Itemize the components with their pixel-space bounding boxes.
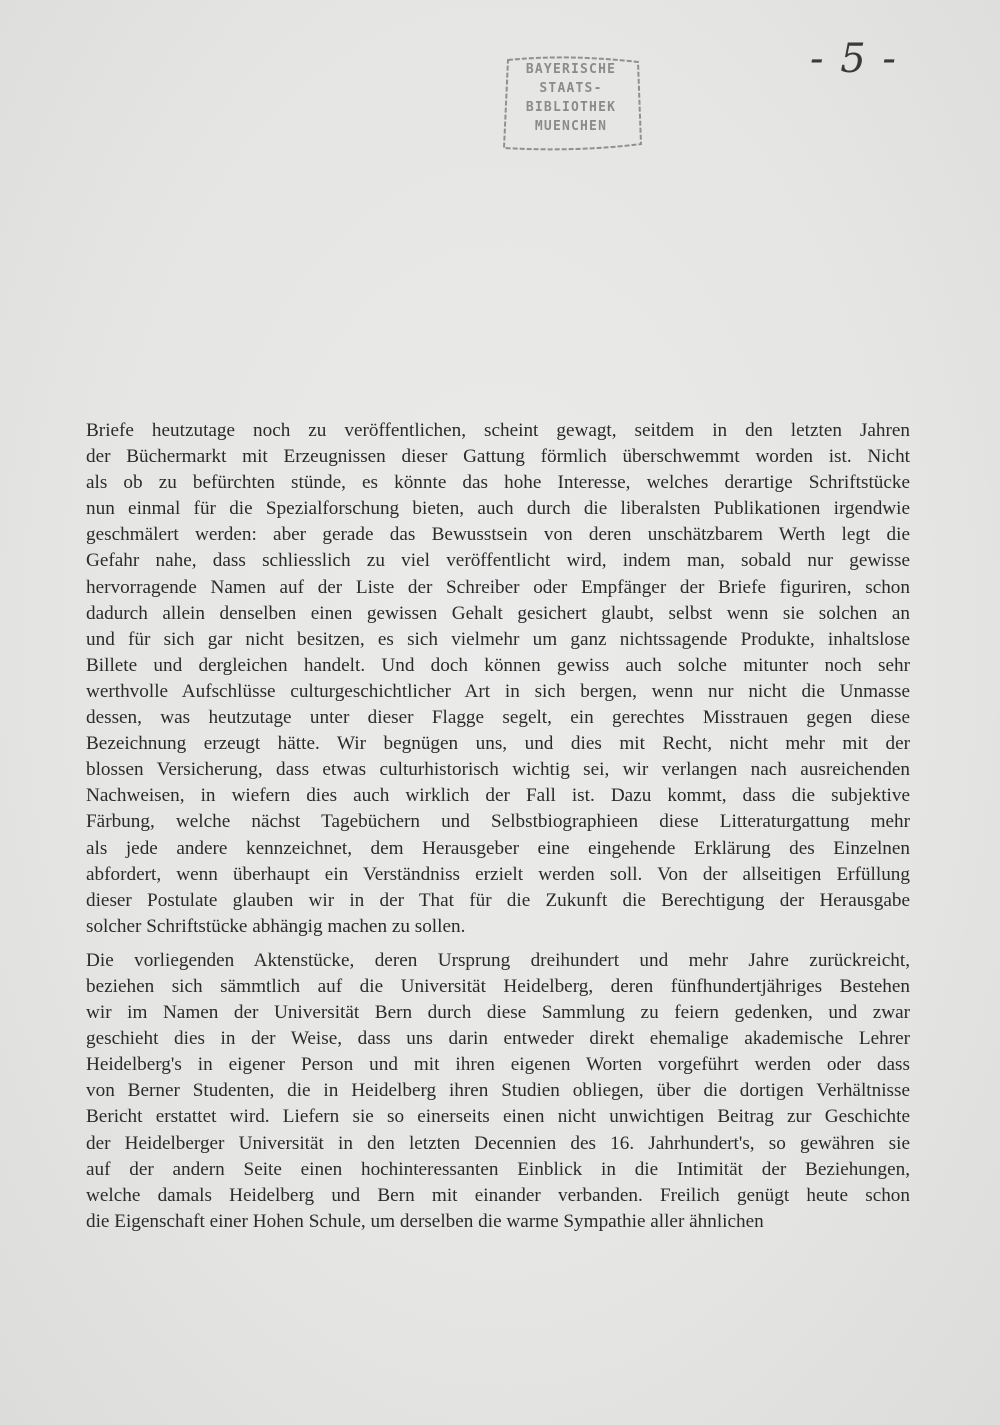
text-line: nun einmal für die Spezialforschung bieten, auch durch die liberalsten Publikationen irgendwie: [86, 498, 910, 520]
text-line: solcher Schriftstücke abhängig machen zu sollen.: [86, 915, 466, 937]
text-line: Färbung, welche nächst Tagebüchern und Selbstbiographieen diese Litteraturgattung mehr: [86, 811, 910, 833]
page-number: - 5 -: [810, 36, 898, 82]
text-line: blossen Versicherung, dass etwas culturhistorisch wichtig sei, wir verlangen nach ausreichenden: [86, 759, 910, 781]
text-line: Heidelberg's in eigener Person und mit ihren eigenen Worten vorgeführt werden oder dass: [86, 1054, 910, 1076]
text-line: geschieht dies in der Weise, dass uns darin entweder direkt ehemalige akademische Lehrer: [86, 1028, 910, 1050]
text-line: Nachweisen, in wiefern dies auch wirklich der Fall ist. Dazu kommt, dass die subjektive: [86, 785, 910, 807]
paragraph: [86, 948, 910, 1235]
stamp-line: STAATS-: [539, 81, 603, 96]
text-line: auf der andern Seite einen hochinteressanten Einblick in die Intimität der Beziehungen,: [86, 1158, 910, 1180]
text-line: Gefahr nahe, dass schliesslich zu viel veröffentlicht wird, indem man, sobald nur gewisse: [86, 550, 910, 572]
text-line: beziehen sich sämmtlich auf die Universität Heidelberg, deren fünfhundertjähriges Bestehen: [86, 975, 910, 997]
text-line: Billete und dergleichen handelt. Und doch können gewiss auch solche mitunter noch sehr: [86, 654, 910, 676]
text-line: hervorragende Namen auf der Liste der Schreiber oder Empfänger der Briefe figuriren, schon: [86, 576, 910, 598]
text-line: dessen, was heutzutage unter dieser Flagge segelt, ein gerechtes Misstrauen gegen diese: [86, 707, 910, 729]
text-line: Die vorliegenden Aktenstücke, deren Ursprung dreihundert und mehr Jahre zurückreicht,: [86, 949, 910, 971]
text-line: der Heidelberger Universität in den letzten Decennien des 16. Jahrhundert's, so gewähren sie: [86, 1132, 910, 1154]
stamp-line: BIBLIOTHEK: [525, 100, 617, 115]
text-line: der Büchermarkt mit Erzeugnissen dieser Gattung förmlich überschwemmt worden ist. Nicht: [86, 446, 910, 468]
text-line: welche damals Heidelberg und Bern mit einander verbanden. Freilich genügt heute schon: [86, 1184, 910, 1206]
stamp-line: MUENCHEN: [534, 119, 608, 134]
text-line: geschmälert werden: aber gerade das Bewusstsein von deren unschätzbarem Werth legt die: [86, 524, 910, 546]
body-text: [86, 418, 910, 1235]
text-line: abfordert, wenn überhaupt ein Verständniss erzielt werden soll. Von der allseitigen Erfüllung: [86, 863, 910, 885]
text-line: Briefe heutzutage noch zu veröffentlichen, scheint gewagt, seitdem in den letzten Jahren: [86, 420, 910, 441]
text-line: Bericht erstattet wird. Liefern sie so einerseits einen nicht unwichtigen Beitrag zur Geschichte: [86, 1106, 910, 1128]
text-line: als jede andere kennzeichnet, dem Herausgeber eine eingehende Erklärung des Einzelnen: [86, 837, 910, 859]
stamp-line: BAYERISCHE: [525, 62, 617, 77]
text-line: die Eigenschaft einer Hohen Schule, um derselben die warme Sympathie aller ähnlichen: [86, 1210, 764, 1232]
text-line: Bezeichnung erzeugt hätte. Wir begnügen uns, und dies mit Recht, nicht mehr mit der: [86, 733, 910, 755]
text-line: dieser Postulate glauben wir in der That für die Zukunft die Berechtigung der Herausgabe: [86, 889, 910, 911]
text-line: und für sich gar nicht besitzen, es sich vielmehr um ganz nichtssagende Produkte, inhaltslose: [86, 628, 910, 650]
text-line: wir im Namen der Universität Bern durch diese Sammlung zu feiern gedenken, und zwar: [86, 1002, 910, 1024]
text-line: als ob zu befürchten stünde, es könnte das hohe Interesse, welches derartige Schriftstücke: [86, 472, 910, 494]
text-line: dadurch allein denselben einen gewissen Gehalt gesichert glaubt, selbst wenn sie solchen an: [86, 602, 910, 624]
paragraph: [86, 418, 910, 940]
text-line: werthvolle Aufschlüsse culturgeschichtlicher Art in sich bergen, wenn nur nicht die Unmasse: [86, 680, 910, 702]
library-stamp: [498, 52, 644, 156]
text-line: von Berner Studenten, die in Heidelberg ihren Studien obliegen, über die dortigen Verhältnisse: [86, 1080, 910, 1102]
